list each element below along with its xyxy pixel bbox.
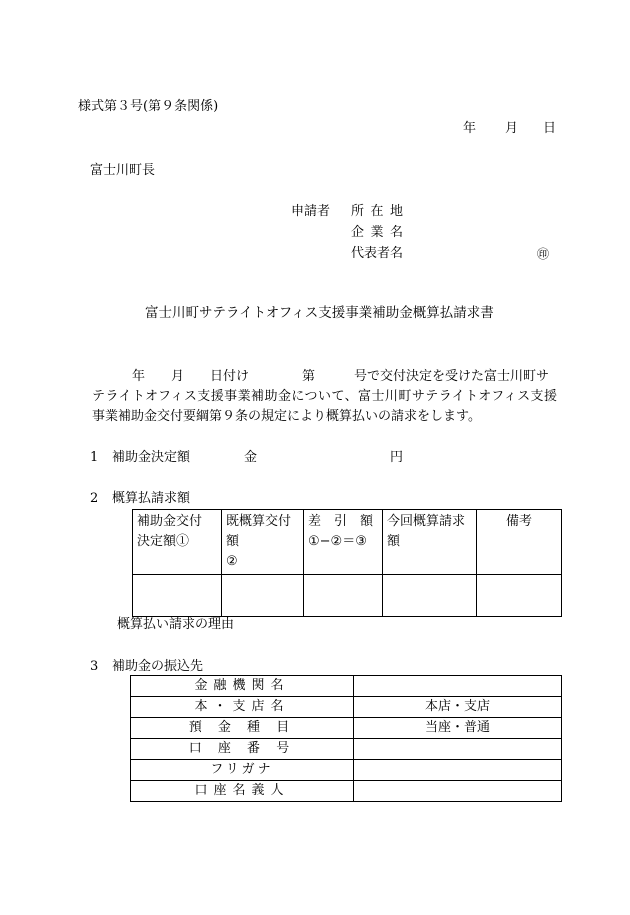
body-month: 月: [171, 369, 185, 384]
account-number-value[interactable]: [354, 739, 562, 760]
section1-kin: 金: [244, 450, 258, 465]
addressee: 富士川町長: [90, 163, 156, 178]
furigana-value[interactable]: [354, 760, 562, 781]
applicant-company-label: 企 業 名: [351, 225, 403, 240]
body-line2: テライトオフィス支援事業補助金について、富士川町サテライトオフィス支援: [92, 389, 557, 404]
applicant-representative-label: 代表者名: [351, 246, 404, 261]
table-row: [131, 718, 562, 739]
date-month: 月: [505, 121, 519, 136]
cell-decided-amount[interactable]: [133, 575, 222, 617]
table-row: [131, 676, 562, 697]
header-remarks: 備考: [477, 510, 562, 575]
body-line1-tail: 号で交付決定を受けた富士川町サ: [354, 369, 550, 384]
section2-number: 2: [90, 491, 99, 506]
section3-label: 補助金の振込先: [112, 659, 204, 674]
deposit-type-value[interactable]: 当座・普通: [354, 718, 562, 739]
cell-already-paid[interactable]: [222, 575, 304, 617]
form-number: 様式第３号(第９条関係): [78, 99, 219, 114]
applicant-label: 申請者: [291, 204, 331, 219]
body-year: 年: [132, 369, 146, 384]
furigana-label: フリガナ: [131, 760, 354, 781]
section2-label: 概算払請求額: [112, 491, 191, 506]
table-row: [131, 697, 562, 718]
section1-number: 1: [90, 450, 99, 465]
section3-number: 3: [90, 659, 99, 674]
cell-current-request[interactable]: [383, 575, 477, 617]
table-row: [131, 760, 562, 781]
date-day: 日: [543, 121, 557, 136]
body-line3: 事業補助金交付要綱第９条の規定により概算払いの請求をします。: [92, 409, 481, 424]
header-current-request: 今回概算請求 額: [383, 510, 477, 575]
section1-label: 補助金決定額: [112, 450, 191, 465]
applicant-address-label: 所 在 地: [351, 204, 403, 219]
account-number-label: 口 座 番 号: [131, 739, 354, 760]
branch-label: 本・支店名: [131, 697, 354, 718]
document-title: 富士川町サテライトオフィス支援事業補助金概算払請求書: [145, 305, 494, 321]
table-header-row: [133, 510, 562, 575]
account-holder-label: 口座名義人: [131, 781, 354, 802]
section1-yen: 円: [390, 450, 404, 465]
body-dated: 日付け: [210, 369, 250, 384]
request-reason-label: 概算払い請求の理由: [117, 617, 235, 632]
request-amount-table: [132, 509, 562, 617]
deposit-type-label: 預 金 種 目: [131, 718, 354, 739]
header-difference: 差 引 額 ①−②＝③: [304, 510, 383, 575]
bank-name-value[interactable]: [354, 676, 562, 697]
account-holder-value[interactable]: [354, 781, 562, 802]
body-dai: 第: [302, 369, 316, 384]
header-already-paid: 既概算交付 額 ②: [222, 510, 304, 575]
seal-mark: ㊞: [537, 247, 550, 261]
bank-account-table: [130, 675, 562, 802]
branch-value[interactable]: 本店・支店: [354, 697, 562, 718]
table-row: [131, 781, 562, 802]
cell-remarks[interactable]: [477, 575, 562, 617]
cell-difference[interactable]: [304, 575, 383, 617]
table-row: [133, 575, 562, 617]
date-year: 年: [463, 121, 477, 136]
header-decided-amount: 補助金交付 決定額①: [133, 510, 222, 575]
table-row: [131, 739, 562, 760]
bank-name-label: 金融機関名: [131, 676, 354, 697]
